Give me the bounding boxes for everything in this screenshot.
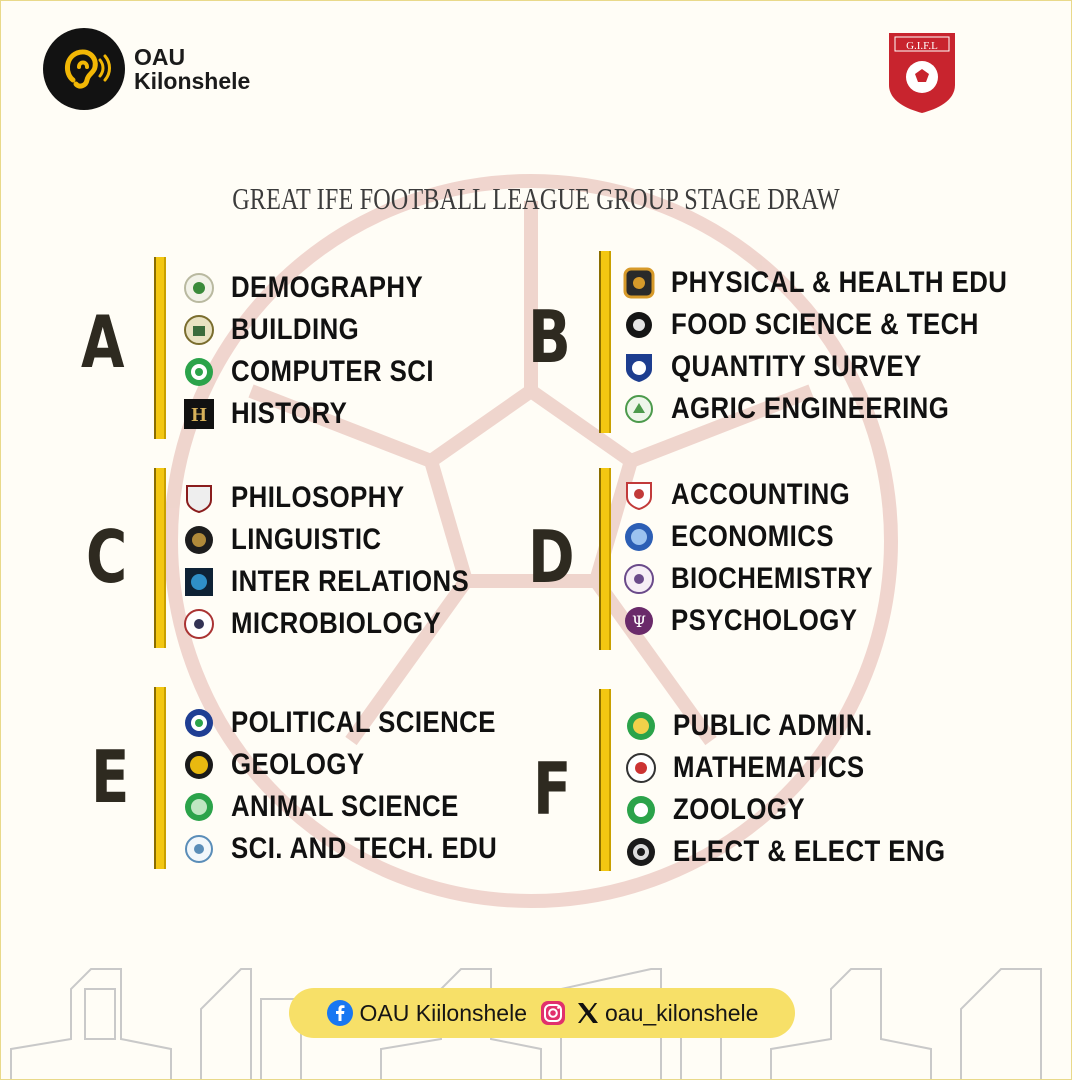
team-name: COMPUTER SCI bbox=[231, 355, 434, 388]
group-divider-bar bbox=[154, 468, 166, 648]
brand-name-line1: OAU bbox=[134, 44, 186, 70]
history-badge-icon bbox=[183, 398, 215, 430]
ear-sound-icon bbox=[43, 28, 125, 110]
team-name: ECONOMICS bbox=[671, 520, 834, 553]
group-letter: A bbox=[81, 300, 125, 384]
team-row bbox=[183, 395, 366, 433]
group-divider-bar bbox=[154, 687, 166, 869]
philosophy-badge-icon bbox=[183, 482, 215, 514]
team-name: MICROBIOLOGY bbox=[231, 607, 442, 640]
building-badge-icon bbox=[183, 314, 215, 346]
group-divider-bar bbox=[599, 468, 611, 650]
team-name: FOOD SCIENCE & TECH bbox=[671, 308, 979, 341]
team-name: INTER RELATIONS bbox=[231, 565, 470, 598]
physical-health-edu-badge-icon bbox=[623, 267, 655, 299]
microbiology-badge-icon bbox=[183, 608, 215, 640]
team-name: MATHEMATICS bbox=[673, 751, 865, 784]
linguistic-badge-icon bbox=[183, 524, 215, 556]
group-divider-bar bbox=[599, 689, 611, 871]
brand-header bbox=[43, 28, 250, 110]
team-row bbox=[183, 353, 467, 391]
league-badge-abbr: G.I.F.L bbox=[906, 40, 938, 52]
team-name: QUANTITY SURVEY bbox=[671, 350, 922, 383]
football-shield-icon bbox=[885, 29, 959, 115]
team-row bbox=[623, 476, 879, 514]
team-row bbox=[623, 518, 861, 556]
zoology-badge-icon bbox=[625, 794, 657, 826]
x-handle[interactable]: oau_kilonshele bbox=[605, 999, 759, 1026]
team-name: ACCOUNTING bbox=[671, 478, 851, 511]
political-science-badge-icon bbox=[183, 707, 215, 739]
team-row bbox=[183, 788, 496, 826]
team-name: PUBLIC ADMIN. bbox=[673, 709, 873, 742]
agric-engineering-badge-icon bbox=[623, 393, 655, 425]
team-name: GEOLOGY bbox=[231, 748, 365, 781]
team-name: AGRIC ENGINEERING bbox=[671, 392, 950, 425]
team-row bbox=[183, 479, 433, 517]
team-name: ELECT & ELECT ENG bbox=[673, 835, 946, 868]
group-letter: C bbox=[86, 515, 128, 599]
team-row bbox=[625, 833, 990, 871]
team-row bbox=[625, 749, 896, 787]
instagram-icon[interactable] bbox=[539, 999, 567, 1027]
brand-name-line2: Kilonshele bbox=[134, 68, 251, 94]
team-name: ANIMAL SCIENCE bbox=[231, 790, 459, 823]
elect-eng-badge-icon bbox=[625, 836, 657, 868]
team-row bbox=[623, 306, 1029, 344]
biochemistry-badge-icon bbox=[623, 563, 655, 595]
team-row bbox=[623, 602, 888, 640]
team-row bbox=[183, 704, 539, 742]
computer-sci-badge-icon bbox=[183, 356, 215, 388]
team-name: BIOCHEMISTRY bbox=[671, 562, 874, 595]
accounting-badge-icon bbox=[623, 479, 655, 511]
group-letter: D bbox=[528, 515, 575, 599]
economics-badge-icon bbox=[623, 521, 655, 553]
team-row bbox=[623, 390, 995, 428]
svg-text:Ψ: Ψ bbox=[631, 612, 647, 631]
team-row bbox=[183, 605, 475, 643]
x-icon[interactable] bbox=[575, 1000, 601, 1026]
animal-science-badge-icon bbox=[183, 791, 215, 823]
svg-text:H: H bbox=[191, 404, 207, 426]
team-name: ZOOLOGY bbox=[673, 793, 806, 826]
team-name: LINGUISTIC bbox=[231, 523, 382, 556]
group-letter: B bbox=[528, 295, 571, 379]
team-row bbox=[623, 264, 1062, 302]
group-letter: F bbox=[533, 747, 572, 831]
public-admin-badge-icon bbox=[625, 710, 657, 742]
team-row bbox=[623, 348, 962, 386]
inter-relations-badge-icon bbox=[183, 566, 215, 598]
group-divider-bar bbox=[154, 257, 166, 439]
group-divider-bar bbox=[599, 251, 611, 433]
page-title: GREAT IFE FOOTBALL LEAGUE GROUP STAGE DRAW bbox=[232, 181, 840, 216]
social-handles-bar bbox=[289, 988, 795, 1038]
demography-badge-icon bbox=[183, 272, 215, 304]
team-row bbox=[625, 707, 905, 745]
team-name: PHILOSOPHY bbox=[231, 481, 405, 514]
team-row bbox=[625, 791, 827, 829]
quantity-survey-badge-icon bbox=[623, 351, 655, 383]
geology-badge-icon bbox=[183, 749, 215, 781]
team-name: PHYSICAL & HEALTH EDU bbox=[671, 266, 1008, 299]
team-name: DEMOGRAPHY bbox=[231, 271, 424, 304]
team-name: POLITICAL SCIENCE bbox=[231, 706, 496, 739]
food-science-badge-icon bbox=[623, 309, 655, 341]
sci-tech-edu-badge-icon bbox=[183, 833, 215, 865]
team-row bbox=[183, 746, 386, 784]
team-row bbox=[183, 311, 380, 349]
team-row bbox=[183, 521, 406, 559]
team-name: BUILDING bbox=[231, 313, 360, 346]
group-letter: E bbox=[91, 735, 130, 819]
facebook-icon[interactable] bbox=[326, 999, 354, 1027]
facebook-handle[interactable]: OAU Kiilonshele bbox=[359, 999, 527, 1026]
team-name: HISTORY bbox=[231, 397, 348, 430]
team-name: PSYCHOLOGY bbox=[671, 604, 858, 637]
psychology-badge-icon bbox=[623, 605, 655, 637]
mathematics-badge-icon bbox=[625, 752, 657, 784]
team-row bbox=[183, 563, 508, 601]
team-row bbox=[183, 269, 454, 307]
team-row bbox=[183, 830, 541, 868]
team-name: SCI. AND TECH. EDU bbox=[231, 832, 498, 865]
team-row bbox=[623, 560, 906, 598]
